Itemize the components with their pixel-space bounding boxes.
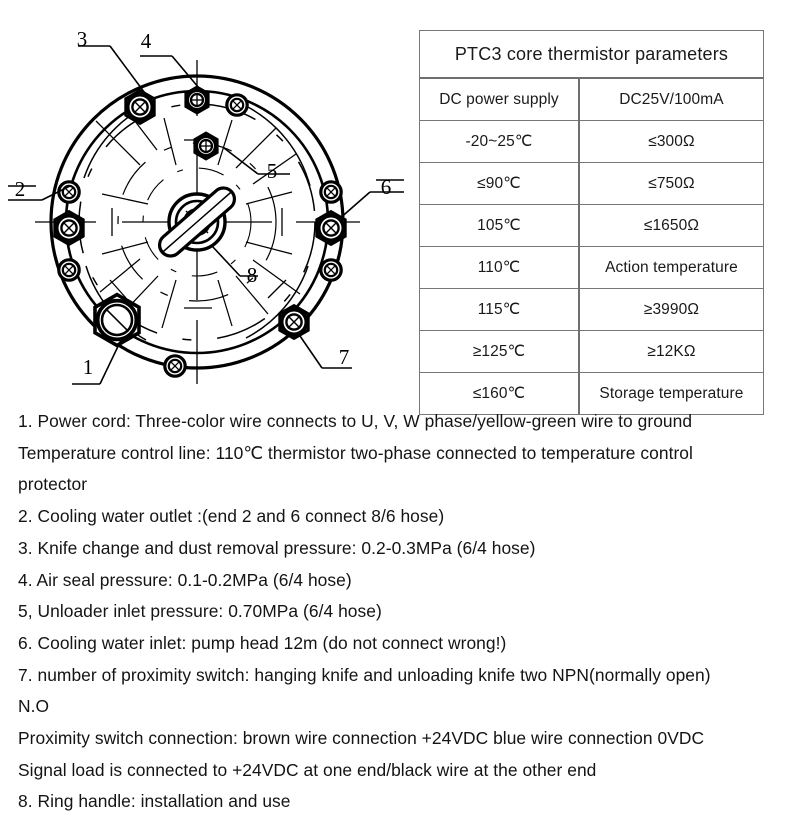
drawing-canvas — [0, 8, 412, 400]
port-fitting-7-proximity[interactable] — [280, 306, 308, 338]
param-value: ≥3990Ω — [579, 289, 764, 331]
port-fitting-4[interactable] — [186, 87, 208, 113]
port-fitting-6-top[interactable] — [321, 182, 341, 202]
table-title: PTC3 core thermistor parameters — [420, 31, 764, 79]
port-fitting-4b[interactable] — [227, 95, 247, 115]
note-line: 2. Cooling water outlet :(end 2 and 6 connect 8/6 hose) — [18, 506, 445, 527]
table-row — [420, 78, 764, 121]
note-line: N.O — [18, 696, 50, 717]
callout-5: 5 — [266, 159, 278, 183]
table-row — [420, 289, 764, 331]
table-row — [420, 121, 764, 163]
callout-7: 7 — [338, 345, 350, 369]
ptc3-parameters-table — [419, 30, 764, 415]
param-value: Action temperature — [579, 247, 764, 289]
port-fitting-3[interactable] — [126, 91, 154, 123]
note-line: protector — [18, 474, 88, 495]
param-label: 110℃ — [420, 247, 579, 289]
port-fitting-2-bottom[interactable] — [59, 260, 79, 280]
port-fitting-bottom-small[interactable] — [165, 356, 185, 376]
note-line: 4. Air seal pressure: 0.1-0.2MPa (6/4 hose) — [18, 569, 352, 590]
param-value: Storage temperature — [579, 373, 764, 415]
callout-2: 2 — [14, 177, 26, 201]
note-line: 1. Power cord: Three-color wire connects to U, V, W phase/yellow-green wire to ground — [18, 411, 693, 431]
table-body — [420, 31, 764, 415]
notes-list — [18, 406, 788, 818]
note-line: 7. number of proximity switch: hanging knife and unloading knife two NPN(normally open) — [18, 664, 711, 685]
callout-8: 8 — [246, 263, 258, 287]
param-value: ≥12KΩ — [579, 331, 764, 373]
param-label: ≤160℃ — [420, 373, 579, 415]
port-fitting-1-power-cord[interactable] — [95, 295, 139, 346]
param-value: ≤1650Ω — [579, 205, 764, 247]
note-line: 3. Knife change and dust removal pressure: 0.2-0.3MPa (6/4 hose) — [18, 537, 536, 558]
port-fitting-2-top[interactable] — [59, 182, 79, 202]
param-label: 105℃ — [420, 205, 579, 247]
port-fitting-2-mid[interactable] — [55, 212, 83, 244]
note-line: Proximity switch connection: brown wire connection +24VDC blue wire connection 0VDC — [18, 728, 705, 749]
table-title-row — [420, 31, 764, 79]
note-line: 5, Unloader inlet pressure: 0.70MPa (6/4 hose) — [18, 601, 382, 622]
table-row — [420, 205, 764, 247]
table-row — [420, 247, 764, 289]
param-label: DC power supply — [420, 78, 579, 121]
table-row — [420, 331, 764, 373]
spindle-face-drawing — [0, 8, 412, 400]
param-label: ≤90℃ — [420, 163, 579, 205]
callout-1: 1 — [82, 355, 94, 379]
param-value: ≤300Ω — [579, 121, 764, 163]
param-label: -20~25℃ — [420, 121, 579, 163]
note-line: Signal load is connected to +24VDC at one end/black wire at the other end — [18, 759, 597, 780]
param-label: ≥125℃ — [420, 331, 579, 373]
note-line: Temperature control line: 110℃ thermistor two-phase connected to temperature control — [18, 442, 693, 463]
note-line: 8. Ring handle: installation and use — [18, 791, 291, 812]
callout-4: 4 — [140, 29, 152, 53]
callout-3: 3 — [76, 27, 88, 51]
note-line: 6. Cooling water inlet: pump head 12m (do not connect wrong!) — [18, 632, 507, 653]
param-label: 115℃ — [420, 289, 579, 331]
param-value: ≤750Ω — [579, 163, 764, 205]
callout-6: 6 — [380, 175, 392, 199]
port-fitting-5[interactable] — [195, 133, 217, 159]
port-fitting-6-bottom[interactable] — [321, 260, 341, 280]
table-row — [420, 163, 764, 205]
param-value: DC25V/100mA — [579, 78, 764, 121]
